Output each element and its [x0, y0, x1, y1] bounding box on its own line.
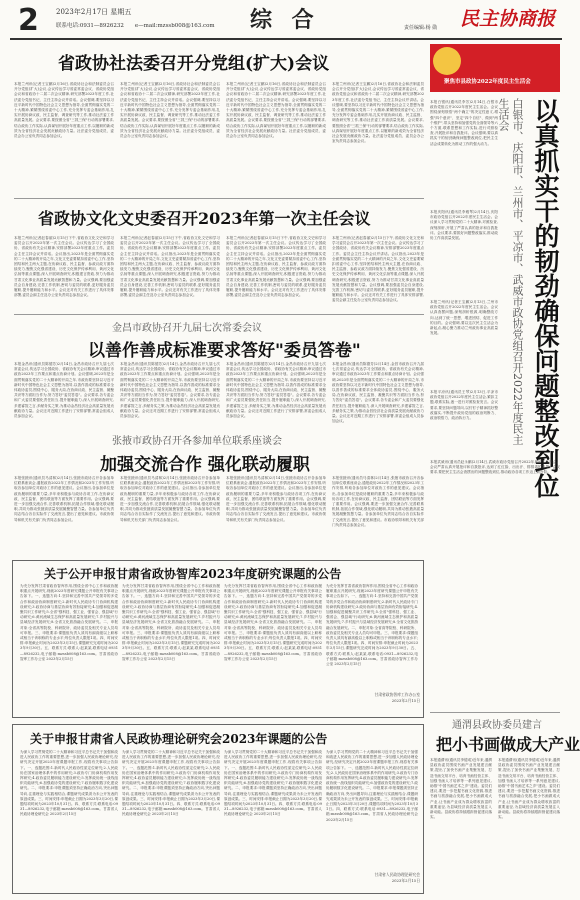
- article1-title: 省政协社法委召开分党组(扩大)会议: [58, 54, 330, 74]
- notice1-body-col2: 为充分发挥甘肃省政协智库作用,围绕全省中心工作和政协履职重点开展研究,现就2023年度研究课题公开申报有关事项公告如下。一、选题方向:1.坚持和完善中国共产党领导的多党合作和政治协商制度研究;2.新时代人民政协专门协商机构建设研究;3.政协协商与基层协商有效衔接研究;4.加强和促进凝聚共识工作研究;5.全省"强科技、强工业、强省会、强县域"行动研究;6.黄河流域生态保护和高质量发展研究;7.乡村振兴与县域经济发展研究;8.全省文化旅游融合发展研究。二、申报对象:全省高等院校、科研院所、政协委员及相关专业人员均可申报。三、申报要求:课题组负责人须具有副高级以上职称或相当于该职称的专业水平;每位负责人限报1项。四、时间安排:申报截止时间为2023年3月15日,课题研究完成时间为2023年9月30日。五、联系方式:联系人:赵某某,联系电话:0931—8926232,电子邮箱:mzssb008@163.com。甘肃省政协智库工作办公室 2023年2月15日: [122, 584, 220, 661]
- article2-body-col4: 本报兰州讯(记者赵春丽)2月15日下午,省政协文化文史和学习委员会召开2023年第一次主任会议。会议传达学习了全国政协、省政协有关会议精神,安排部署2023年度重点工作。委员会主任主持会议并讲话。会议指出,2023年是全面贯彻落实党的二十大精神的开局之年,文化文史委要紧扣省委中心工作,坚持团结和民主两大主题,在协商议政、民主监督、参政议政方面持续发力,聚焦文化强省建设、历史文化保护传承利用、黄河文化弘扬等重点课题,深入开展调查研究,积极建言资政,努力为推动甘肃文化事业高质量发展贡献智慧和力量。会议强调,要加强委员会自身建设,完善工作机制,密切与委员的联系,更好服务委员履职,提升履职能力和水平。会议还对有关工作进行了具体安排部署,委员会副主任及办公室负责同志参加会议。: [332, 236, 424, 303]
- feature-title: 以真抓实干的韧劲确保问题整改到位: [531, 98, 560, 498]
- feature-body3: 本报兰州讯(记者王宝鹏)2月13日,兰州市政协党组召开2022年度民主生活会。会议认真查摆问题,深刻剖析根源,明确整改方向,达到了统一思想、增进团结、促进工作的目的。会议强调,要以这次民主生活会为新起点,凝心聚力推动兰州政协事业高质量发展。: [430, 300, 498, 336]
- article2-body-col3: 本报兰州讯(记者赵春丽)2月15日下午,省政协文化文史和学习委员会召开2023年第一次主任会议。会议传达学习了全国政协、省政协有关会议精神,安排部署2023年度重点工作。委员会主任主持会议并讲话。会议指出,2023年是全面贯彻落实党的二十大精神的开局之年,文化文史委要紧扣省委中心工作,坚持团结和民主两大主题,在协商议政、民主监督、参政议政方面持续发力,聚焦文化强省建设、历史文化保护传承利用、黄河文化弘扬等重点课题,深入开展调查研究,积极建言资政,努力为推动甘肃文化事业高质量发展贡献智慧和力量。会议强调,要加强委员会自身建设,完善工作机制,密切与委员的联系,更好服务委员履职,提升履职能力和水平。会议还对有关工作进行了具体安排部署,委员会副主任及办公室负责同志参加会议。: [226, 236, 326, 298]
- contact-line: 联系电话:0931—8926232 e—mail:mzssb008@163.com: [56, 23, 215, 29]
- divider-2: [14, 314, 424, 315]
- page-number: 2: [18, 3, 39, 38]
- article3-body-col4: 本报金昌讯(通讯员陈德芳)2月14日,金昌市政协召开九届七次常委会议,传达学习全国政协、省政协有关会议精神,审议通过市政协2023年工作要点和重点协商计划。会议强调,2023年是全面贯彻落实党的二十大精神的开局之年,市政协要坚持以习近平新时代中国特色社会主义思想为指导,以善作善成的标准要求全体政协委员,围绕中心、服务大局,在协商议政、民主监督、凝聚共识等方面担当作为,努力答好"委员答卷"。会议要求,各专委会和广大委员要强化责任担当,提升履职能力,深入开展调查研究,多建睿智之言,多献务实之策,为推动金昌经济社会高质量发展贡献政协力量。会议还对近期工作进行了安排部署,常委会组成人员参加会议。: [332, 362, 424, 424]
- notice2-body-col4: 为深入学习贯彻党的二十大精神和习近平总书记关于加强和改进人民政协工作的重要思想,进一步加强人民政协理论研究,经研究决定开展2023年度课题申报工作,现将有关事项公告如下。一、选题范围:1.新时代人民政协性质定位研究;2.人民政协在国家治理体系中的作用研究;3.政协专门协商机构作用发挥研究;4.政协委员履职能力建设研究;5.发挥政协统一战线组织功能研究;6.加强政协党的建设研究;7.政协履职数字化建设研究。二、申报要求:申报课题须坚持正确政治方向,突出问题导向,注重理论与实践相结合,课题研究成果须为未公开发表的原创成果。三、时间安排:申报截止日期为2023年3月20日,课题结项时间为2023年10月31日。四、联系方式:联系电话:0931—8926232,电子邮箱:mzssb008@163.com。甘肃省人民政协理论研究会 2023年2月15日: [326, 750, 418, 822]
- article3-body: 本报金昌讯(通讯员陈德芳)2月14日,金昌市政协召开九届七次常委会议,传达学习全国政协、省政协有关会议精神,审议通过市政协2023年工作要点和重点协商计划。会议强调,2023年是全面贯彻落实党的二十大精神的开局之年,市政协要坚持以习近平新时代中国特色社会主义思想为指导,以善作善成的标准要求全体政协委员,围绕中心、服务大局,在协商议政、民主监督、凝聚共识等方面担当作为,努力答好"委员答卷"。会议要求,各专委会和广大委员要强化责任担当,提升履职能力,深入开展调查研究,多建睿智之言,多献务实之策,为推动金昌经济社会高质量发展贡献政协力量。会议还对近期工作进行了安排部署,常委会组成人员参加会议。: [14, 362, 114, 419]
- notice2-title: 关于申报甘肃省人民政协理论研究会2023年课题的公告: [30, 732, 328, 746]
- date-line: 2023年2月17日 星期五: [56, 8, 132, 16]
- notice1-body-col4: 为充分发挥甘肃省政协智库作用,围绕全省中心工作和政协履职重点开展研究,现就2023年度研究课题公开申报有关事项公告如下。一、选题方向:1.坚持和完善中国共产党领导的多党合作和政治协商制度研究;2.新时代人民政协专门协商机构建设研究;3.政协协商与基层协商有效衔接研究;4.加强和促进凝聚共识工作研究;5.全省"强科技、强工业、强省会、强县域"行动研究;6.黄河流域生态保护和高质量发展研究;7.乡村振兴与县域经济发展研究;8.全省文化旅游融合发展研究。二、申报对象:全省高等院校、科研院所、政协委员及相关专业人员均可申报。三、申报要求:课题组负责人须具有副高级以上职称或相当于该职称的专业水平;每位负责人限报1项。四、时间安排:申报截止时间为2023年3月15日,课题研究完成时间为2023年9月30日。五、联系方式:联系人:赵某某,联系电话:0931—8926232,电子邮箱:mzssb008@163.com。甘肃省政协智库工作办公室 2023年2月15日: [326, 584, 418, 667]
- masthead-rule: [10, 38, 562, 40]
- feature-body5: 本报武威讯(通讯员赵永鹏)2月14日,武威市政协党组召开2022年度民主生活会。会议严肃认真开展批评和自我批评,达到了红红脸、出出汗、排排毒的效果。会议要求,要把民主生活会查摆出的问题整改到位,推动政协各项工作迈上新台阶。: [430, 460, 560, 475]
- notice1-title: 关于公开申报甘肃省政协智库2023年度研究课题的公告: [44, 567, 342, 581]
- article1-body-col4: 本报兰州讯(记者王宝鹏)2月16日,省政协社会和法制委员会召开分党组(扩大)会议,会议传达学习省委常委会议、省政协党组会议和省政协十二届二次会议精神,研究部署2023年度工作,社法委分党组书记、主任主持会议并讲话。会议强调,要坚持以习近平新时代中国特色社会主义思想为指导,全面贯彻落实党的二十大精神,紧紧围绕省委中心工作,充分发挥专委会基础作用,扎实开展协商议政、民主监督、调查研究等工作,推动社法委工作高质量发展。会议要求,要按照全省"三抓三保"行动的部署要求,结合政协工作实际,认真谋划开展好年度重点工作,以履职的新成效为全省经济社会发展贡献政协力量。社法委分党组成员、委员会办公室负责同志参加会议。: [332, 82, 424, 144]
- article5-body-col2: 本报通渭讯(通讯员李德成)近年来,通渭县政协委员围绕书画产业发展建言献策,提出了加快书画产业集聚发展、打造书画交易平台、培育书画经营主体、加强书画人才培养等一系列意见建议,助推"中国书画艺术之乡"建设。委员们建议,要进一步挖掘书画文化资源,推进书画与旅游融合发展,把小书画做成大产业,让书画产业成为群众增收致富的重要途径,为县域经济高质量发展注入新动能。县政协将持续跟踪督促建议落实。: [498, 758, 560, 820]
- party-banner-label: 聚焦市县政协2022年度民主生活会: [444, 79, 531, 85]
- logo-text: 民主协商报: [460, 8, 556, 30]
- notice2-body-col2: 为深入学习贯彻党的二十大精神和习近平总书记关于加强和改进人民政协工作的重要思想,进一步加强人民政协理论研究,经研究决定开展2023年度课题申报工作,现将有关事项公告如下。一、选题范围:1.新时代人民政协性质定位研究;2.人民政协在国家治理体系中的作用研究;3.政协专门协商机构作用发挥研究;4.政协委员履职能力建设研究;5.发挥政协统一战线组织功能研究;6.加强政协党的建设研究;7.政协履职数字化建设研究。二、申报要求:申报课题须坚持正确政治方向,突出问题导向,注重理论与实践相结合,课题研究成果须为未公开发表的原创成果。三、时间安排:申报截止日期为2023年3月20日,课题结项时间为2023年10月31日。四、联系方式:联系电话:0931—8926232,电子邮箱:mzssb008@163.com。甘肃省人民政协理论研究会 2023年2月15日: [122, 750, 220, 817]
- article4-body: 本报张掖讯(通讯员马清林)2月14日,张掖市政协召开各参加单位联系座谈会,通报政协2022年工作情况和2023年工作安排,听取各参加单位对政协工作的意见建议。会议指出,各参加单位是政协履职的重要力量,多年来积极参与政协各项工作,在协商议政、民主监督、团结联谊等方面发挥了重要作用。会议强调,要进一步加强交流合作,完善联系机制,拓展合作领域,强化联动履职,共同为推动张掖高质量发展凝聚智慧力量。各参加单位负责同志结合各自实际作了交流发言,提出了意见和建议。市政协领导和机关有关部门负责同志参加会议。: [14, 476, 114, 522]
- article4-kicker: 张掖市政协召开各参加单位联系座谈会: [112, 436, 282, 447]
- article5-title: 把小书画做成大产业: [436, 735, 580, 754]
- article5-body: 本报通渭讯(通讯员李德成)近年来,通渭县政协委员围绕书画产业发展建言献策,提出了加快书画产业集聚发展、打造书画交易平台、培育书画经营主体、加强书画人才培养等一系列意见建议,助推"中国书画艺术之乡"建设。委员们建议,要进一步挖掘书画文化资源,推进书画与旅游融合发展,把小书画做成大产业,让书画产业成为群众增收致富的重要途径,为县域经济高质量发展注入新动能。县政协将持续跟踪督促建议落实。: [430, 758, 492, 820]
- notice1-signature: 甘肃省政协智库工作办公室 2023年2月15日: [374, 692, 420, 703]
- notice2-body-col3: 为深入学习贯彻党的二十大精神和习近平总书记关于加强和改进人民政协工作的重要思想,进一步加强人民政协理论研究,经研究决定开展2023年度课题申报工作,现将有关事项公告如下。一、选题范围:1.新时代人民政协性质定位研究;2.人民政协在国家治理体系中的作用研究;3.政协专门协商机构作用发挥研究;4.政协委员履职能力建设研究;5.发挥政协统一战线组织功能研究;6.加强政协党的建设研究;7.政协履职数字化建设研究。二、申报要求:申报课题须坚持正确政治方向,突出问题导向,注重理论与实践相结合,课题研究成果须为未公开发表的原创成果。三、时间安排:申报截止日期为2023年3月20日,课题结项时间为2023年10月31日。四、联系方式:联系电话:0931—8926232,电子邮箱:mzssb008@163.com。甘肃省人民政协理论研究会 2023年2月15日: [224, 750, 322, 817]
- feature-body4: 本报平凉讯(通讯员王琴)2月13日,平凉市政协党组召开2022年度民主生活会,紧扣主题,联系实际,逐一进行对照检查发言。会议要求,要坚持问题导向,以钉钉子精神抓好整改落实,不断提升政协党组的政治判断力、政治领悟力、政治执行力。: [430, 390, 498, 421]
- article1-body-col3: 本报兰州讯(记者王宝鹏)2月16日,省政协社会和法制委员会召开分党组(扩大)会议,会议传达学习省委常委会议、省政协党组会议和省政协十二届二次会议精神,研究部署2023年度工作,社法委分党组书记、主任主持会议并讲话。会议强调,要坚持以习近平新时代中国特色社会主义思想为指导,全面贯彻落实党的二十大精神,紧紧围绕省委中心工作,充分发挥专委会基础作用,扎实开展协商议政、民主监督、调查研究等工作,推动社法委工作高质量发展。会议要求,要按照全省"三抓三保"行动的部署要求,结合政协工作实际,认真谋划开展好年度重点工作,以履职的新成效为全省经济社会发展贡献政协力量。社法委分党组成员、委员会办公室负责同志参加会议。: [226, 82, 326, 139]
- article3-body-col3: 本报金昌讯(通讯员陈德芳)2月14日,金昌市政协召开九届七次常委会议,传达学习全国政协、省政协有关会议精神,审议通过市政协2023年工作要点和重点协商计划。会议强调,2023年是全面贯彻落实党的二十大精神的开局之年,市政协要坚持以习近平新时代中国特色社会主义思想为指导,以善作善成的标准要求全体政协委员,围绕中心、服务大局,在协商议政、民主监督、凝聚共识等方面担当作为,努力答好"委员答卷"。会议要求,各专委会和广大委员要强化责任担当,提升履职能力,深入开展调查研究,多建睿智之言,多献务实之策,为推动金昌经济社会高质量发展贡献政协力量。会议还对近期工作进行了安排部署,常委会组成人员参加会议。: [226, 362, 326, 419]
- article4-body-col2: 本报张掖讯(通讯员马清林)2月14日,张掖市政协召开各参加单位联系座谈会,通报政协2022年工作情况和2023年工作安排,听取各参加单位对政协工作的意见建议。会议指出,各参加单位是政协履职的重要力量,多年来积极参与政协各项工作,在协商议政、民主监督、团结联谊等方面发挥了重要作用。会议强调,要进一步加强交流合作,完善联系机制,拓展合作领域,强化联动履职,共同为推动张掖高质量发展凝聚智慧力量。各参加单位负责同志结合各自实际作了交流发言,提出了意见和建议。市政协领导和机关有关部门负责同志参加会议。: [120, 476, 220, 522]
- notice2-signature: 甘肃省人民政协理论研究会 2023年2月15日: [374, 872, 420, 883]
- article5-kicker: 通渭县政协委员建言: [452, 720, 542, 731]
- section-title: 综 合: [250, 7, 320, 33]
- party-emblem-icon: [433, 47, 461, 75]
- party-banner: [430, 44, 560, 92]
- feature-body1: 本报白银讯(通讯员李芳)2月14日,白银市政协党组召开2022年度民主生活会。会议围绕深刻领悟"两个确立"的决定性意义,增强"四个意识"、坚定"四个自信"、做到"两个维护",带头坚持和加强党的全面领导等六个方面,联系思想和工作实际,进行对照检查,开展批评和自我批评。会议强调,要以真抓实干的韧劲确保问题整改到位,把民主生活会成果转化为推动工作的强大动力。: [430, 100, 498, 146]
- article4-body-col3: 本报张掖讯(通讯员马清林)2月14日,张掖市政协召开各参加单位联系座谈会,通报政协2022年工作情况和2023年工作安排,听取各参加单位对政协工作的意见建议。会议指出,各参加单位是政协履职的重要力量,多年来积极参与政协各项工作,在协商议政、民主监督、团结联谊等方面发挥了重要作用。会议强调,要进一步加强交流合作,完善联系机制,拓展合作领域,强化联动履职,共同为推动张掖高质量发展凝聚智慧力量。各参加单位负责同志结合各自实际作了交流发言,提出了意见和建议。市政协领导和机关有关部门负责同志参加会议。: [226, 476, 326, 522]
- feature-body2: 本报庆阳讯(通讯员李雅琴)2月14日,庆阳市政协党组召开2022年度民主生活会。会议深入学习贯彻党的二十大精神,对照检查,深刻剖析,开展了严肃认真的批评和自我批评。会议要求,要抓好问题整改落实,推动政协工作高质量发展。: [430, 210, 498, 241]
- article1-body-col2: 本报兰州讯(记者王宝鹏)2月16日,省政协社会和法制委员会召开分党组(扩大)会议,会议传达学习省委常委会议、省政协党组会议和省政协十二届二次会议精神,研究部署2023年度工作,社法委分党组书记、主任主持会议并讲话。会议强调,要坚持以习近平新时代中国特色社会主义思想为指导,全面贯彻落实党的二十大精神,紧紧围绕省委中心工作,充分发挥专委会基础作用,扎实开展协商议政、民主监督、调查研究等工作,推动社法委工作高质量发展。会议要求,要按照全省"三抓三保"行动的部署要求,结合政协工作实际,认真谋划开展好年度重点工作,以履职的新成效为全省经济社会发展贡献政协力量。社法委分党组成员、委员会办公室负责同志参加会议。: [120, 82, 220, 139]
- divider-1: [14, 198, 424, 199]
- article4-body-col4: 本报张掖讯(通讯员马清林)2月14日,张掖市政协召开各参加单位联系座谈会,通报政协2022年工作情况和2023年工作安排,听取各参加单位对政协工作的意见建议。会议指出,各参加单位是政协履职的重要力量,多年来积极参与政协各项工作,在协商议政、民主监督、团结联谊等方面发挥了重要作用。会议强调,要进一步加强交流合作,完善联系机制,拓展合作领域,强化联动履职,共同为推动张掖高质量发展凝聚智慧力量。各参加单位负责同志结合各自实际作了交流发言,提出了意见和建议。市政协领导和机关有关部门负责同志参加会议。: [332, 476, 424, 527]
- feature-subtitle: 白银市、庆阳市、兰州市、平凉市、武威市政协党组召开2022年度民主生活会: [497, 98, 524, 445]
- article3-body-col2: 本报金昌讯(通讯员陈德芳)2月14日,金昌市政协召开九届七次常委会议,传达学习全国政协、省政协有关会议精神,审议通过市政协2023年工作要点和重点协商计划。会议强调,2023年是全面贯彻落实党的二十大精神的开局之年,市政协要坚持以习近平新时代中国特色社会主义思想为指导,以善作善成的标准要求全体政协委员,围绕中心、服务大局,在协商议政、民主监督、凝聚共识等方面担当作为,努力答好"委员答卷"。会议要求,各专委会和广大委员要强化责任担当,提升履职能力,深入开展调查研究,多建睿智之言,多献务实之策,为推动金昌经济社会高质量发展贡献政协力量。会议还对近期工作进行了安排部署,常委会组成人员参加会议。: [120, 362, 220, 419]
- logo: [460, 4, 555, 31]
- article2-body: 本报兰州讯(记者赵春丽)2月15日下午,省政协文化文史和学习委员会召开2023年第一次主任会议。会议传达学习了全国政协、省政协有关会议精神,安排部署2023年度重点工作。委员会主任主持会议并讲话。会议指出,2023年是全面贯彻落实党的二十大精神的开局之年,文化文史委要紧扣省委中心工作,坚持团结和民主两大主题,在协商议政、民主监督、参政议政方面持续发力,聚焦文化强省建设、历史文化保护传承利用、黄河文化弘扬等重点课题,深入开展调查研究,积极建言资政,努力为推动甘肃文化事业高质量发展贡献智慧和力量。会议强调,要加强委员会自身建设,完善工作机制,密切与委员的联系,更好服务委员履职,提升履职能力和水平。会议还对有关工作进行了具体安排部署,委员会副主任及办公室负责同志参加会议。: [14, 236, 114, 298]
- editor-line: 责任编辑:杨 勋: [404, 25, 438, 31]
- article3-kicker: 金昌市政协召开九届七次常委会议: [112, 323, 262, 334]
- masthead: [0, 0, 570, 42]
- notice2-body: 为深入学习贯彻党的二十大精神和习近平总书记关于加强和改进人民政协工作的重要思想,进一步加强人民政协理论研究,经研究决定开展2023年度课题申报工作,现将有关事项公告如下。一、选题范围:1.新时代人民政协性质定位研究;2.人民政协在国家治理体系中的作用研究;3.政协专门协商机构作用发挥研究;4.政协委员履职能力建设研究;5.发挥政协统一战线组织功能研究;6.加强政协党的建设研究;7.政协履职数字化建设研究。二、申报要求:申报课题须坚持正确政治方向,突出问题导向,注重理论与实践相结合,课题研究成果须为未公开发表的原创成果。三、时间安排:申报截止日期为2023年3月20日,课题结项时间为2023年10月31日。四、联系方式:联系电话:0931—8926232,电子邮箱:mzssb008@163.com。甘肃省人民政协理论研究会 2023年2月15日: [20, 750, 118, 817]
- article1-body: 本报兰州讯(记者王宝鹏)2月16日,省政协社会和法制委员会召开分党组(扩大)会议,会议传达学习省委常委会议、省政协党组会议和省政协十二届二次会议精神,研究部署2023年度工作,社法委分党组书记、主任主持会议并讲话。会议强调,要坚持以习近平新时代中国特色社会主义思想为指导,全面贯彻落实党的二十大精神,紧紧围绕省委中心工作,充分发挥专委会基础作用,扎实开展协商议政、民主监督、调查研究等工作,推动社法委工作高质量发展。会议要求,要按照全省"三抓三保"行动的部署要求,结合政协工作实际,认真谋划开展好年度重点工作,以履职的新成效为全省经济社会发展贡献政协力量。社法委分党组成员、委员会办公室负责同志参加会议。: [14, 82, 114, 139]
- notice1-body: 为充分发挥甘肃省政协智库作用,围绕全省中心工作和政协履职重点开展研究,现就2023年度研究课题公开申报有关事项公告如下。一、选题方向:1.坚持和完善中国共产党领导的多党合作和政治协商制度研究;2.新时代人民政协专门协商机构建设研究;3.政协协商与基层协商有效衔接研究;4.加强和促进凝聚共识工作研究;5.全省"强科技、强工业、强省会、强县域"行动研究;6.黄河流域生态保护和高质量发展研究;7.乡村振兴与县域经济发展研究;8.全省文化旅游融合发展研究。二、申报对象:全省高等院校、科研院所、政协委员及相关专业人员均可申报。三、申报要求:课题组负责人须具有副高级以上职称或相当于该职称的专业水平;每位负责人限报1项。四、时间安排:申报截止时间为2023年3月15日,课题研究完成时间为2023年9月30日。五、联系方式:联系人:赵某某,联系电话:0931—8926232,电子邮箱:mzssb008@163.com。甘肃省政协智库工作办公室 2023年2月15日: [20, 584, 118, 661]
- article2-body-col2: 本报兰州讯(记者赵春丽)2月15日下午,省政协文化文史和学习委员会召开2023年第一次主任会议。会议传达学习了全国政协、省政协有关会议精神,安排部署2023年度重点工作。委员会主任主持会议并讲话。会议指出,2023年是全面贯彻落实党的二十大精神的开局之年,文化文史委要紧扣省委中心工作,坚持团结和民主两大主题,在协商议政、民主监督、参政议政方面持续发力,聚焦文化强省建设、历史文化保护传承利用、黄河文化弘扬等重点课题,深入开展调查研究,积极建言资政,努力为推动甘肃文化事业高质量发展贡献智慧和力量。会议强调,要加强委员会自身建设,完善工作机制,密切与委员的联系,更好服务委员履职,提升履职能力和水平。会议还对有关工作进行了具体安排部署,委员会副主任及办公室负责同志参加会议。: [120, 236, 220, 298]
- notice1-body-col3: 为充分发挥甘肃省政协智库作用,围绕全省中心工作和政协履职重点开展研究,现就2023年度研究课题公开申报有关事项公告如下。一、选题方向:1.坚持和完善中国共产党领导的多党合作和政治协商制度研究;2.新时代人民政协专门协商机构建设研究;3.政协协商与基层协商有效衔接研究;4.加强和促进凝聚共识工作研究;5.全省"强科技、强工业、强省会、强县域"行动研究;6.黄河流域生态保护和高质量发展研究;7.乡村振兴与县域经济发展研究;8.全省文化旅游融合发展研究。二、申报对象:全省高等院校、科研院所、政协委员及相关专业人员均可申报。三、申报要求:课题组负责人须具有副高级以上职称或相当于该职称的专业水平;每位负责人限报1项。四、时间安排:申报截止时间为2023年3月15日,课题研究完成时间为2023年9月30日。五、联系方式:联系人:赵某某,联系电话:0931—8926232,电子邮箱:mzssb008@163.com。甘肃省政协智库工作办公室 2023年2月15日: [224, 584, 322, 661]
- article2-title: 省政协文化文史委召开2023年第一次主任会议: [38, 209, 371, 228]
- article4-title: 加强交流合作 强化联动履职: [100, 455, 310, 475]
- article3-title: 以善作善成标准要求答好"委员答卷": [88, 341, 361, 361]
- divider-right: [430, 712, 560, 713]
